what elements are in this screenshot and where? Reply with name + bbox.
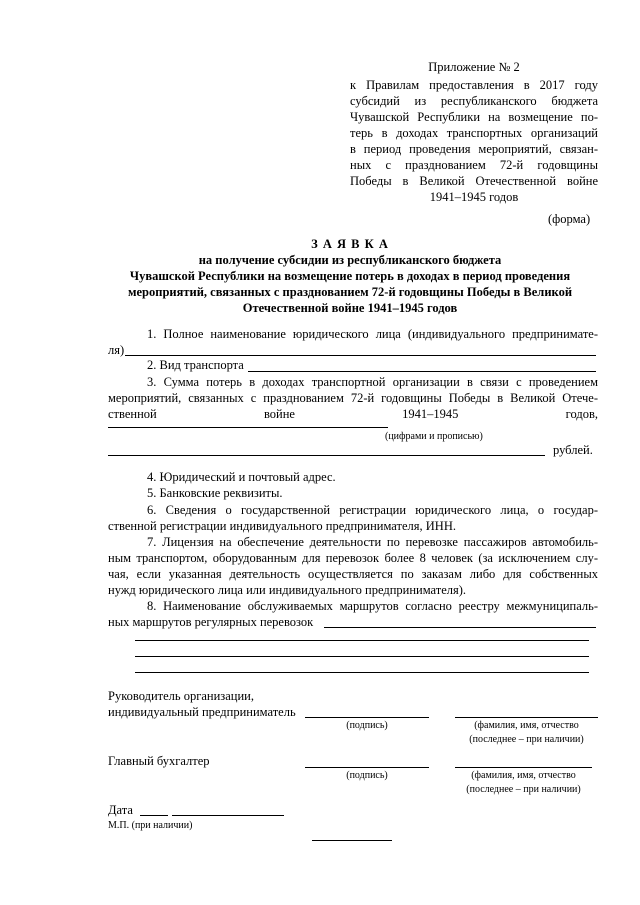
amount-field[interactable] — [108, 427, 388, 428]
item-3-text: 3. Сумма потерь в доходах транспортной организации в связи с проведением — [147, 375, 598, 389]
routes-field[interactable] — [135, 640, 589, 641]
amount-words-field[interactable] — [108, 455, 545, 456]
head-label: Руководитель организации, — [108, 689, 254, 703]
legal-name-field[interactable] — [125, 355, 596, 356]
item-2-text: 2. Вид транспорта — [147, 358, 244, 372]
transport-type-field[interactable] — [248, 371, 596, 372]
request-subtitle: мероприятий, связанных с празднованием 72-й годовщины Победы в Великой — [127, 285, 573, 299]
name-hint: (фамилия, имя, отчество — [474, 720, 579, 731]
item-6-text: ственной регистрации индивидуального предпринимателя, ИНН. — [108, 519, 456, 533]
form-label: (форма) — [548, 212, 591, 226]
head-name-field[interactable] — [455, 717, 598, 718]
item-3-word: ственной — [108, 407, 157, 421]
appendix-line: ных с празднованием 72-й годовщины — [350, 158, 598, 172]
item-1-text: ля) — [108, 343, 125, 357]
signature-hint: (подпись) — [346, 770, 388, 781]
appendix-line: Победы в Великой Отечественной войне — [350, 174, 598, 188]
name-hint: (фамилия, имя, отчество — [471, 770, 576, 781]
appendix-line: к Правилам предоставления в 2017 году — [350, 78, 598, 92]
item-3-text-row — [108, 407, 598, 422]
appendix-title: Приложение № 2 — [428, 60, 520, 74]
item-3-text: мероприятий, связанных с празднованием 72-й годовщины Победы в Великой Отече- — [108, 391, 598, 405]
currency-label: рублей. — [553, 443, 593, 457]
appendix-line: в период проведения мероприятий, связан- — [350, 142, 598, 156]
routes-field[interactable] — [324, 627, 596, 628]
item-3-word: войне — [263, 407, 295, 421]
item-7-text: ным транспортом, оборудованным для перевозок более 8 человек (за исключением слу- — [108, 551, 598, 565]
item-3-word: годов, — [565, 407, 598, 421]
item-4-text: 4. Юридический и почтовый адрес. — [147, 470, 336, 484]
head-label: индивидуальный предприниматель — [108, 705, 296, 719]
routes-field[interactable] — [135, 656, 589, 657]
request-subtitle: на получение субсидии из республиканского бюджета — [198, 253, 502, 267]
item-7-text: чая, если указанная деятельность осуществляется по заказам либо для собственных — [108, 567, 598, 581]
item-8-text: 8. Наименование обслуживаемых маршрутов согласно реестру межмуниципаль- — [147, 599, 598, 613]
date-day-field[interactable] — [140, 815, 168, 816]
item-8-text: ных маршрутов регулярных перевозок — [108, 615, 314, 629]
routes-field[interactable] — [135, 672, 589, 673]
request-title: З А Я В К А — [311, 237, 389, 251]
accountant-name-field[interactable] — [455, 767, 592, 768]
appendix-line: Чувашской Республики на возмещение по- — [350, 110, 598, 124]
item-7-text: нужд юридического лица или индивидуального предпринимателя). — [108, 583, 467, 597]
item-5-text: 5. Банковские реквизиты. — [147, 486, 283, 500]
accountant-signature-field[interactable] — [305, 767, 429, 768]
separator-rule — [312, 840, 392, 841]
item-7-text: 7. Лицензия на обеспечение деятельности по перевозке пассажиров автомобиль- — [147, 535, 598, 549]
date-month-year-field[interactable] — [172, 815, 284, 816]
date-label: Дата — [108, 803, 133, 817]
name-hint: (последнее – при наличии) — [469, 734, 584, 745]
appendix-line: 1941–1945 годов — [429, 190, 519, 204]
signature-hint: (подпись) — [346, 720, 388, 731]
accountant-label: Главный бухгалтер — [108, 754, 210, 768]
stamp-label: М.П. (при наличии) — [108, 820, 193, 831]
item-6-text: 6. Сведения о государственной регистрации юридического лица, о государ- — [147, 503, 598, 517]
item-1-text: 1. Полное наименование юридического лица (индивидуального предпринимате- — [147, 327, 598, 341]
request-subtitle: Чувашской Республики на возмещение потерь в доходах в период проведения — [129, 269, 571, 283]
name-hint: (последнее – при наличии) — [466, 784, 581, 795]
appendix-line: субсидий из республиканского бюджета — [350, 94, 598, 108]
item-3-word: 1941–1945 — [402, 407, 459, 421]
appendix-line: терь в доходах транспортных организаций — [350, 126, 598, 140]
head-signature-field[interactable] — [305, 717, 429, 718]
request-subtitle: Отечественной войне 1941–1945 годов — [242, 301, 458, 315]
amount-hint: (цифрами и прописью) — [385, 431, 483, 442]
